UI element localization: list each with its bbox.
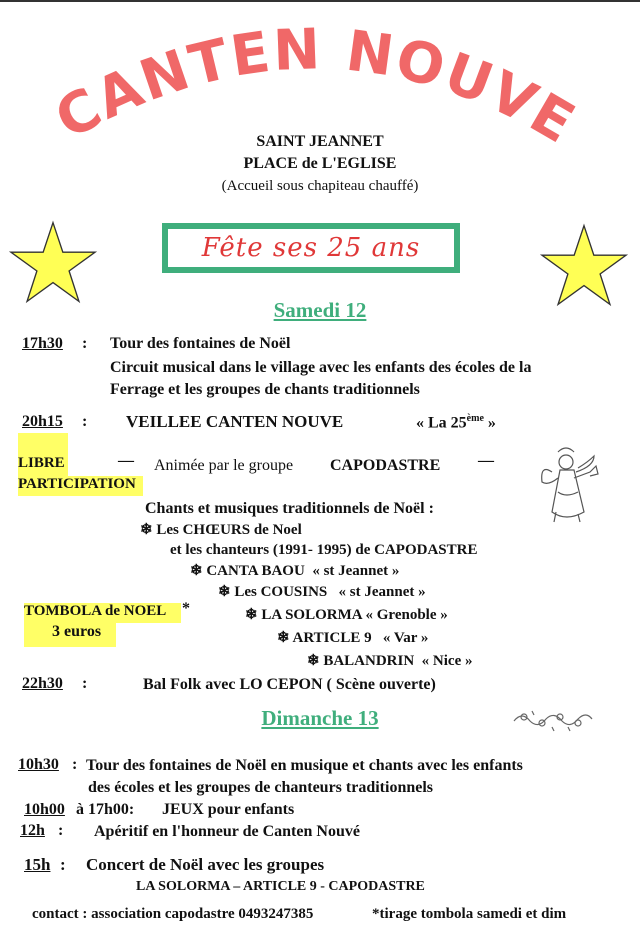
list-item-solorma <box>245 605 448 624</box>
header-accueil: (Accueil sous chapiteau chauffé) <box>221 178 419 194</box>
veillee-anniversary <box>416 413 496 432</box>
snowflake-icon: ❄ <box>190 563 203 579</box>
item-group: CAPODASTRE <box>374 542 478 558</box>
star-right-icon <box>538 223 630 308</box>
item-label: ARTICLE 9 <box>292 630 372 646</box>
tombola-label <box>24 603 181 623</box>
colon: : <box>82 413 88 430</box>
list-item-article9 <box>277 628 428 647</box>
tombola-price <box>24 623 116 647</box>
header-place: PLACE de L'EGLISE <box>243 155 397 172</box>
animee-group: CAPODASTRE <box>330 457 441 474</box>
time-17h30: 17h30 <box>22 335 63 352</box>
item-label: et les chanteurs (1991- 1995) de <box>170 542 371 558</box>
garland-illustration <box>512 707 594 738</box>
la-25-sup: ème <box>466 413 484 424</box>
list-item-choeurs <box>140 520 302 539</box>
colon: : <box>72 756 78 773</box>
list-item-canta-baou <box>190 561 399 580</box>
time-15h: 15h <box>24 855 51 874</box>
list-item-cousins <box>218 582 426 601</box>
event-17h30-line3: Ferrage et les groupes de chants traditionnels <box>110 381 420 398</box>
participation-label: PARTICIPATION <box>18 476 143 496</box>
snowflake-icon: ❄ <box>307 653 320 669</box>
angel-illustration <box>538 442 602 532</box>
item-label: Les COUSINS <box>234 584 328 600</box>
item-location: « st Jeannet » <box>338 584 426 600</box>
snowflake-icon: ❄ <box>140 522 153 538</box>
time-10h00: 10h00 <box>24 801 65 818</box>
item-label: Les CHŒURS de Noel <box>156 522 302 538</box>
colon: : <box>60 855 66 874</box>
footer-contact: contact : association capodastre 0493247385 <box>32 906 314 922</box>
event-15h-line1: Concert de Noël avec les groupes <box>86 855 325 874</box>
item-label: CANTA BAOU <box>206 563 305 579</box>
event-10h30-line1: Tour des fontaines de Noël en musique et chants avec les enfants <box>86 757 523 774</box>
list-item-chanteurs <box>170 542 478 559</box>
snowflake-icon: ❄ <box>218 584 231 600</box>
event-17h30-title: Tour des fontaines de Noël <box>110 335 291 352</box>
time-20h15: 20h15 <box>22 413 63 430</box>
veillee-title: VEILLEE CANTEN NOUVE <box>126 412 344 431</box>
item-location: « Nice » <box>421 653 473 669</box>
star-left-icon <box>8 220 98 305</box>
title-text: CANTEN NOUVE <box>45 17 587 158</box>
chants-title: Chants et musiques traditionnels de Noël : <box>145 500 434 517</box>
tombola-price-text: 3 euros <box>52 623 102 640</box>
event-10h00-text: JEUX pour enfants <box>162 801 295 818</box>
samedi-heading: Samedi 12 <box>273 298 367 322</box>
la-25-close: » <box>483 414 496 432</box>
event-12h-text: Apéritif en l'honneur de Canten Nouvé <box>94 823 360 840</box>
anniversary-text: Fête ses 25 ans <box>201 233 421 263</box>
colon: : <box>82 675 88 692</box>
time-12h: 12h <box>20 822 45 839</box>
event-17h30-line2: Circuit musical dans le village avec les enfants des écoles de la <box>110 359 532 376</box>
item-location: « Var » <box>382 630 429 646</box>
colon: : <box>82 335 88 352</box>
time-22h30: 22h30 <box>22 675 63 692</box>
item-label: BALANDRIN <box>323 653 415 669</box>
libre-text: LIBRE <box>18 455 65 471</box>
dash-left: — <box>118 452 134 469</box>
colon: : <box>58 822 64 839</box>
event-15h-groups: LA SOLORMA – ARTICLE 9 - CAPODASTRE <box>136 879 425 894</box>
item-location: « Grenoble » <box>365 607 448 623</box>
time-10h00-end: à 17h00: <box>76 801 135 818</box>
item-location: « st Jeannet » <box>312 563 400 579</box>
dash-right: — <box>478 452 494 469</box>
anniversary-banner <box>162 223 460 273</box>
snowflake-icon: ❄ <box>245 607 258 623</box>
time-10h30: 10h30 <box>18 756 59 773</box>
tombola-text: TOMBOLA de NOEL <box>24 603 167 619</box>
la-25-text: « La 25 <box>416 414 467 432</box>
list-item-balandrin <box>307 651 473 670</box>
animee-text: Animée par le groupe <box>154 457 294 474</box>
tombola-asterisk: * <box>182 600 190 617</box>
snowflake-icon: ❄ <box>277 630 290 646</box>
header-town: SAINT JEANNET <box>256 133 384 150</box>
libre-label <box>18 433 68 479</box>
event-22h30-text: Bal Folk avec LO CEPON ( Scène ouverte) <box>143 676 436 693</box>
dimanche-heading: Dimanche 13 <box>261 706 379 730</box>
item-label: LA SOLORMA <box>261 607 362 623</box>
footer-tirage: *tirage tombola samedi et dim <box>372 906 567 922</box>
event-10h30-line2: des écoles et les groupes de chanteurs traditionnels <box>88 779 434 796</box>
